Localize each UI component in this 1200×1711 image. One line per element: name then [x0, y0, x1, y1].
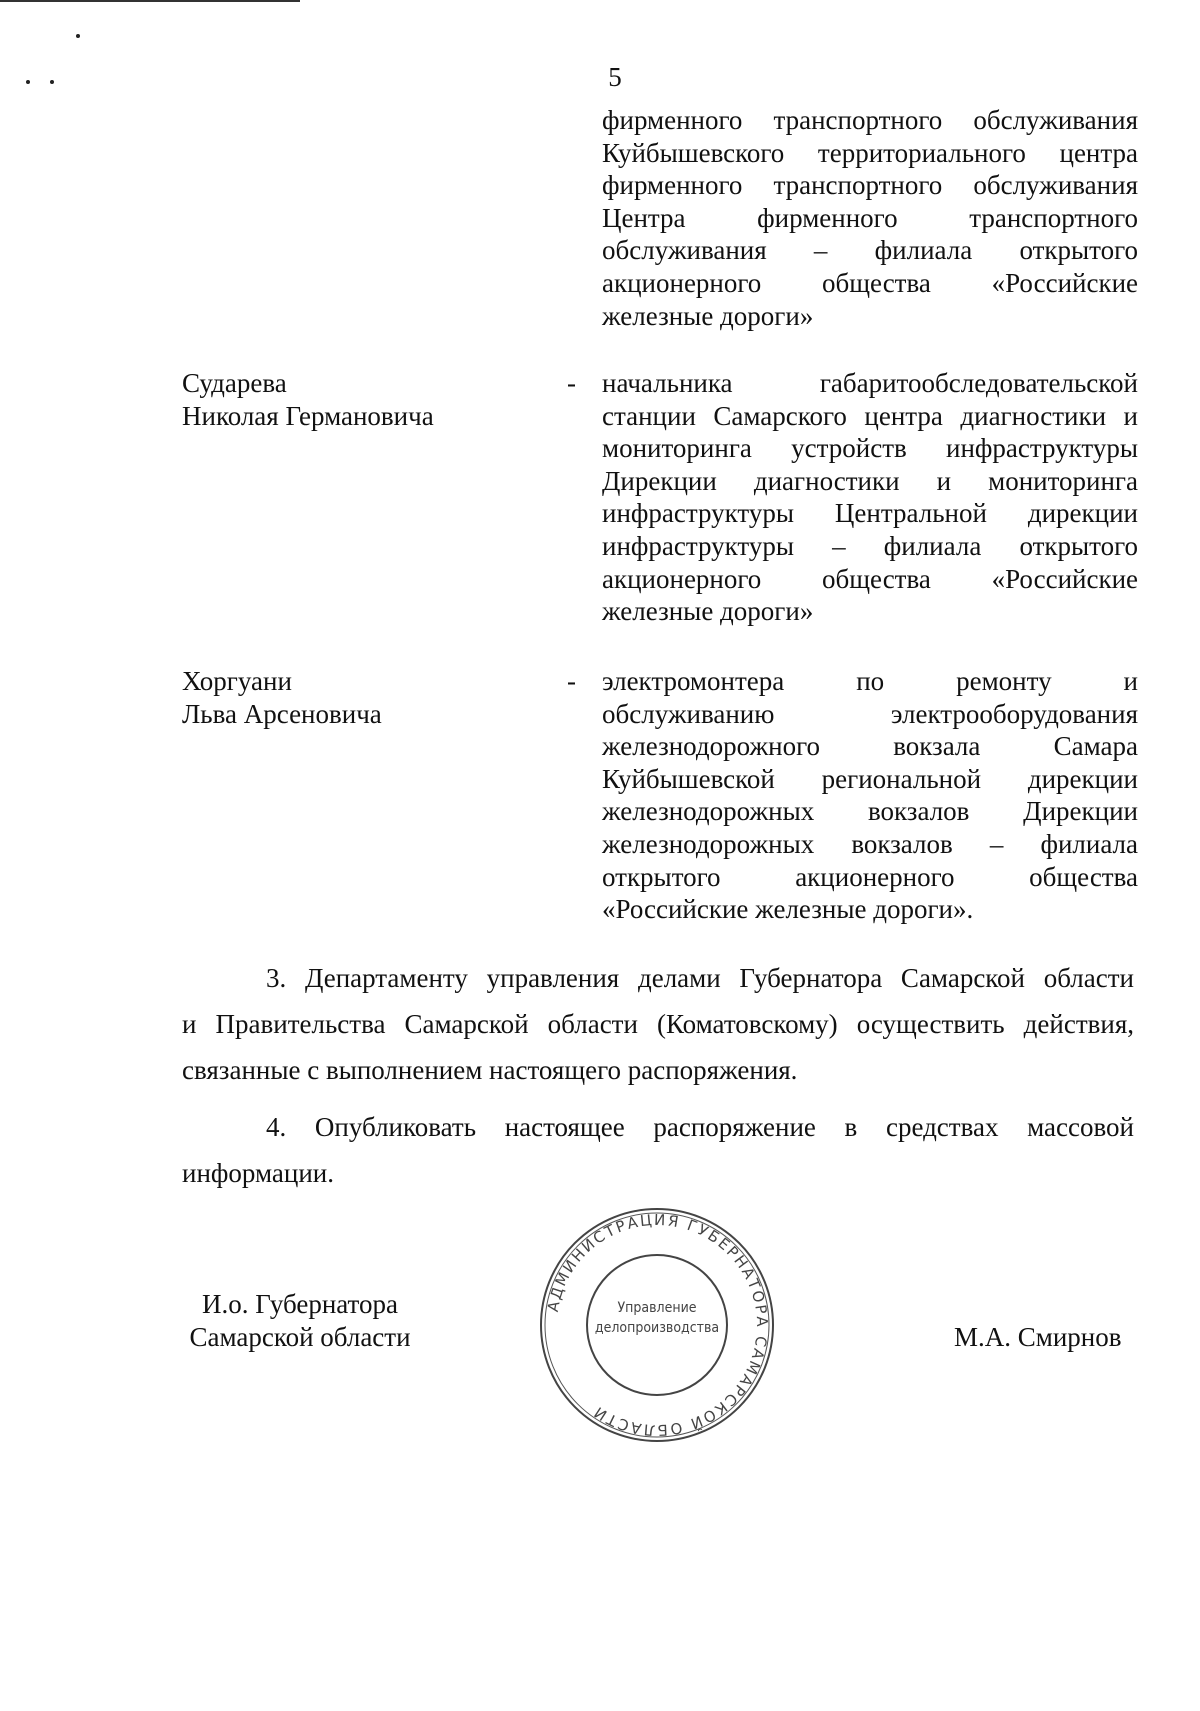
page-number: 5 [608, 62, 622, 92]
text-line: 4. Опубликовать настоящее распоряжение в средствах массовой [266, 1112, 1134, 1142]
person-position [602, 665, 1138, 926]
signatory-title [180, 1288, 420, 1354]
seal-inner-text: Управление делопроизводства [594, 1300, 720, 1336]
person-given-names: Николая Германовича [182, 400, 434, 431]
list-dash: - [567, 368, 576, 398]
person-name [182, 665, 382, 730]
list-dash: - [567, 666, 576, 696]
text-line: станции Самарского центра диагностики и [602, 400, 1138, 431]
person-surname: Сударева [182, 368, 287, 398]
text-line: инфраструктуры Центральной дирекции [602, 498, 1138, 529]
seal-outer-text-path: АДМИНИСТРАЦИЯ ГУБЕРНАТОРА САМАРСКОЙ ОБЛАСТИ [543, 1210, 772, 1440]
signatory-title-line: Самарской области [189, 1322, 411, 1352]
text-line: начальника габаритообследовательской [602, 368, 1138, 398]
text-line: железные дороги» [602, 596, 814, 627]
text-line: «Российские железные дороги». [602, 894, 974, 925]
text-line: Куйбышевской региональной дирекции [602, 763, 1138, 794]
text-line: информации. [182, 1158, 334, 1188]
person-position [602, 367, 1138, 628]
text-line: Дирекции диагностики и мониторинга [602, 465, 1138, 496]
signatory-title-line: И.о. Губернатора [201, 1289, 398, 1319]
text-line: 3. Департаменту управления делами Губернатора Самарской области [266, 963, 1134, 993]
text-line: железнодорожного вокзала Самара [602, 731, 1138, 762]
text-line: акционерного общества «Российские [602, 267, 1138, 298]
text-line: фирменного транспортного обслуживания [602, 105, 1138, 135]
text-line: и Правительства Самарской области (Коматовскому) осуществить действия, [182, 1009, 1134, 1039]
text-line: мониторинга устройств инфраструктуры [602, 433, 1138, 464]
text-line: акционерного общества «Российские [602, 563, 1138, 594]
official-seal [538, 1206, 776, 1444]
scan-speck [76, 34, 80, 38]
text-line: обслуживанию электрооборудования [602, 698, 1138, 729]
paragraph-3 [182, 955, 1134, 1093]
scan-edge-line [0, 0, 300, 2]
text-line: открытого акционерного общества [602, 861, 1138, 892]
person-surname: Хоргуани [182, 666, 292, 696]
paragraph-4 [182, 1104, 1134, 1196]
text-line: железнодорожных вокзалов Дирекции [602, 796, 1138, 827]
signatory-name: М.А. Смирнов [954, 1322, 1122, 1352]
person-name [182, 367, 434, 432]
text-line: Куйбышевского территориального центра [602, 137, 1138, 168]
scan-speck [50, 80, 54, 84]
text-line: Центра фирменного транспортного [602, 202, 1138, 233]
text-line: железнодорожных вокзалов – филиала [602, 828, 1138, 859]
position-continuation [602, 104, 1138, 332]
text-line: обслуживания – филиала открытого [602, 235, 1138, 266]
text-line: инфраструктуры – филиала открытого [602, 530, 1138, 561]
text-line: фирменного транспортного обслуживания [602, 170, 1138, 201]
person-given-names: Льва Арсеновича [182, 698, 382, 729]
text-line: железные дороги» [602, 300, 814, 331]
text-line: электромонтера по ремонту и [602, 666, 1138, 696]
scan-speck [26, 80, 30, 84]
text-line: связанные с выполнением настоящего распоряжения. [182, 1055, 798, 1085]
